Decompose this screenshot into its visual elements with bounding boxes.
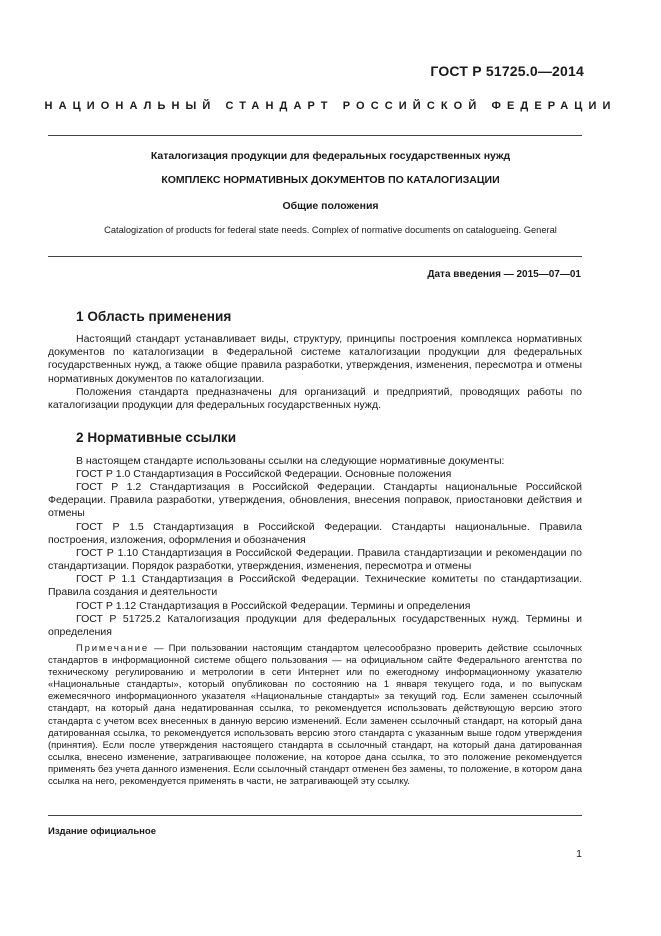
- section-1-paragraph-2: Положения стандарта предназначены для организаций и предприятий, проводящих работы по каталогизации продукции для федеральных государственных нужд.: [48, 386, 582, 412]
- section-2-intro: В настоящем стандарте использованы ссылки на следующие нормативные документы:: [76, 455, 505, 467]
- divider-title: [48, 256, 582, 257]
- note-paragraph: Примечание — При пользовании настоящим стандартом целесообразно проверить действие ссылочных стандартов в информационной системе общего пользования — на официальном сайте Федерального агентства по техническому регулированию и метрологии в сети Интернет или по ежегодному информационному указателю «Национальные стандарты», который опубликован по состоянию на 1 января текущего года, и по выпускам ежемесячного информационного указателя «Национальные стандарты» за текущий год. Если заменен ссылочный стандарт, на который дана недатированная ссылка, то рекомендуется использовать действующую версию этого стандарта с учетом всех внесенных в данную версию изменений. Если заменен ссылочный стандарт, на который дана датированная ссылка, то рекомендуется использовать версию этого стандарта с указанным выше годом утверждения (принятия). Если после утверждения настоящего стандарта в ссылочный стандарт, на который дана датированная ссылка, внесено изменение, затрагивающее положение, на которое дана ссылка, то это положение рекомендуется применять без учета данного изменения. Если ссылочный стандарт отменен без замены, то положение, в котором дана ссылка на него, рекомендуется применять в части, не затрагивающей эту ссылку.: [48, 643, 582, 788]
- reference-item: ГОСТ Р 1.2 Стандартизация в Российской Федерации. Стандарты национальные Российской Федерации. Правила разработки, утверждения, обновления, внесения поправок, приостановки действия и отмены: [48, 481, 582, 520]
- reference-item: ГОСТ Р 1.0 Стандартизация в Российской Федерации. Основные положения: [76, 468, 452, 480]
- divider-top: [48, 135, 582, 136]
- section-2-heading: 2 Нормативные ссылки: [76, 430, 237, 445]
- section-1-paragraph-1: Настоящий стандарт устанавливает виды, структуру, принципы построения комплекса нормативных документов по каталогизации в Федеральной системе каталогизации продукции для федеральных государственных нужд, а также общие правила разработки, утверждения, изменения, пересмотра и отмены нормативных документов по каталогизации.: [48, 333, 582, 385]
- introduction-date: Дата введения — 2015—07—01: [427, 269, 581, 280]
- standard-title: НАЦИОНАЛЬНЫЙ СТАНДАРТ РОССИЙСКОЙ ФЕДЕРАЦИИ: [44, 100, 617, 112]
- general-title: Общие положения: [282, 200, 379, 212]
- english-title: Catalogization of products for federal state needs. Complex of normative documents on catalogueing. General: [104, 225, 557, 235]
- cataloging-title: Каталогизация продукции для федеральных государственных нужд: [150, 150, 511, 162]
- page-number: 1: [576, 848, 582, 860]
- divider-footer: [48, 815, 582, 816]
- section-1-heading: 1 Область применения: [76, 309, 232, 324]
- complex-title: КОМПЛЕКС НОРМАТИВНЫХ ДОКУМЕНТОВ ПО КАТАЛОГИЗАЦИИ: [161, 174, 500, 186]
- note-label: Примечание: [76, 643, 149, 654]
- document-code: ГОСТ Р 51725.0—2014: [430, 63, 584, 79]
- reference-item: ГОСТ Р 1.10 Стандартизация в Российской Федерации. Правила стандартизации и рекомендации по стандартизации. Порядок разработки, утверждения, изменения, пересмотра и отмены: [48, 547, 582, 573]
- reference-item: ГОСТ Р 1.1 Стандартизация в Российской Федерации. Технические комитеты по стандартизации. Правила создания и деятельности: [48, 573, 582, 599]
- official-edition-label: Издание официальное: [48, 826, 156, 837]
- reference-item: ГОСТ Р 1.5 Стандартизация в Российской Федерации. Стандарты национальные. Правила построения, изложения, оформления и обозначения: [48, 521, 582, 547]
- reference-item: ГОСТ Р 51725.2 Каталогизация продукции для федеральных государственных нужд. Термины и определения: [48, 613, 582, 639]
- reference-item: ГОСТ Р 1.12 Стандартизация в Российской Федерации. Термины и определения: [76, 600, 471, 612]
